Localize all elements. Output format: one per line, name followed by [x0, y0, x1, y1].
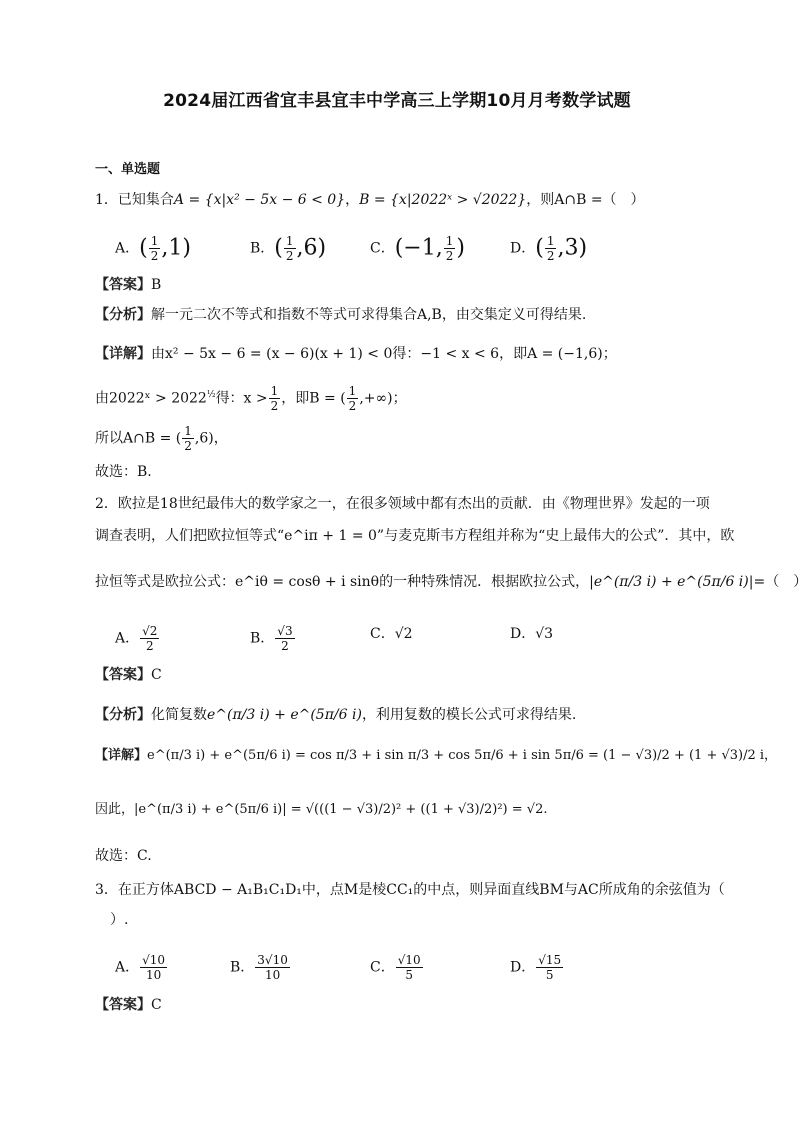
detail-text: ，即B = ( — [281, 390, 346, 407]
q2-analysis — [95, 705, 576, 725]
option-fraction — [140, 953, 167, 982]
q3-option-c[interactable] — [370, 953, 424, 982]
option-text: √2 — [394, 626, 413, 642]
frac-den: 2 — [145, 639, 154, 653]
frac-den: 2 — [150, 249, 159, 263]
option-paren: ,6) — [296, 235, 327, 261]
q1-set-b: B = {x|2022ˣ > √2022} — [359, 192, 527, 208]
frac-num: 1 — [285, 234, 294, 248]
q1-detail-1 — [95, 344, 617, 364]
detail-exponent: ½ — [206, 389, 216, 400]
q1-detail-2 — [95, 384, 407, 413]
answer-label: 【答案】 — [95, 277, 151, 293]
q2-stem-1: 2．欧拉是18世纪最伟大的数学家之一，在很多领域中都有杰出的贡献．由《物理世界》发起的一项 — [95, 496, 710, 512]
detail-text: ,+∞)； — [359, 390, 407, 407]
frac-num: 1 — [445, 234, 454, 248]
q1-options — [115, 234, 735, 263]
analysis-text: 化简复数 — [151, 707, 207, 723]
stem-expression: |e^(π/3 i) + e^(5π/6 i)| — [589, 574, 754, 590]
option-fraction — [536, 953, 563, 982]
analysis-expression: e^(π/3 i) + e^(5π/6 i) — [207, 707, 362, 723]
q2-detail-2: 因此，|e^(π/3 i) + e^(5π/6 i)| = √(((1 − √3)/2)² + ((1 + √3)/2)²) = √2. — [95, 802, 548, 817]
q1-stem-suffix: ，则A∩B =（ ） — [526, 192, 645, 208]
option-letter: C． — [370, 626, 395, 642]
option-letter: A． — [115, 240, 140, 257]
detail-text: ,6)， — [194, 430, 228, 447]
q2-option-a[interactable] — [115, 624, 160, 653]
answer-label: 【答案】 — [95, 997, 151, 1013]
q1-analysis — [95, 305, 586, 325]
frac-num: 1 — [546, 234, 555, 248]
frac-den: 2 — [546, 249, 555, 263]
detail-text: 由x² − 5x − 6 = (x − 6)(x + 1) < 0得：−1 < x < 6，即A = (−1,6)； — [151, 346, 617, 362]
option-paren: ( — [274, 235, 283, 261]
q2-options — [115, 624, 735, 653]
option-letter: B． — [230, 959, 255, 976]
frac-den: 2 — [281, 639, 289, 653]
half-fraction — [182, 424, 194, 453]
frac-num: √15 — [538, 953, 562, 967]
page-title: 2024届江西省宜丰县宜丰中学高三上学期10月月考数学试题 — [163, 91, 631, 111]
q2-conclusion: 故选：C. — [95, 848, 152, 864]
q3-stem-1: 3．在正方体ABCD − A₁B₁C₁D₁中，点M是棱CC₁的中点，则异面直线BM与AC所成角的余弦值为（ — [95, 882, 725, 898]
frac-num: 1 — [150, 234, 159, 248]
option-letter: A． — [115, 959, 140, 976]
section-heading: 一、单选题 — [95, 162, 161, 177]
q1-detail-3 — [95, 424, 228, 453]
option-letter: D． — [510, 240, 536, 257]
q1-option-c[interactable] — [370, 234, 465, 263]
frac-num: 1 — [184, 424, 192, 438]
half-fraction — [347, 384, 359, 413]
option-paren: ( — [535, 235, 544, 261]
q1-answer — [95, 275, 161, 295]
option-letter: B． — [250, 240, 275, 257]
detail-text: 由2022ˣ > 2022 — [95, 390, 207, 407]
option-fraction — [396, 953, 423, 982]
analysis-text: ，利用复数的模长公式可求得结果. — [361, 707, 577, 723]
option-text: √3 — [535, 626, 554, 642]
answer-value: C — [151, 667, 162, 683]
option-fraction — [149, 234, 161, 263]
option-letter: A． — [115, 630, 140, 647]
q1-option-b[interactable] — [250, 234, 326, 263]
q2-stem-2: 调查表明，人们把欧拉恒等式“e^iπ + 1 = 0”与麦克斯韦方程组并称为“史上最伟大的公式”．其中，欧 — [95, 528, 735, 544]
q2-option-d[interactable] — [510, 624, 553, 644]
frac-den: 2 — [348, 399, 357, 413]
option-fraction — [275, 624, 294, 653]
frac-den: 5 — [405, 968, 413, 982]
frac-num: 3√10 — [257, 953, 288, 967]
analysis-label: 【分析】 — [95, 307, 151, 323]
option-letter: B． — [250, 630, 275, 647]
q2-option-b[interactable] — [250, 624, 296, 653]
stem-text: =（ ） — [753, 574, 807, 590]
q2-answer — [95, 665, 162, 685]
option-fraction — [444, 234, 456, 263]
q3-options — [115, 953, 735, 983]
frac-den: 2 — [270, 399, 279, 413]
analysis-label: 【分析】 — [95, 707, 151, 723]
analysis-text: 解一元二次不等式和指数不等式可求得集合A,B，由交集定义可得结果. — [151, 307, 587, 323]
q2-detail-1 — [95, 746, 777, 766]
frac-num: √3 — [277, 624, 293, 638]
option-letter: D． — [510, 959, 536, 976]
q1-set-a: A = {x|x² − 5x − 6 < 0} — [173, 192, 346, 208]
option-letter: D． — [510, 626, 536, 642]
option-letter: C． — [370, 959, 395, 976]
q1-conclusion: 故选：B. — [95, 464, 152, 480]
frac-den: 2 — [184, 439, 192, 453]
frac-den: 2 — [445, 249, 454, 263]
answer-label: 【答案】 — [95, 667, 151, 683]
q1-stem — [95, 190, 645, 210]
answer-value: C — [151, 997, 162, 1013]
detail-text: e^(π/3 i) + e^(5π/6 i) = cos π/3 + i sin π/3 + cos 5π/6 + i sin 5π/6 = (1 − √3)/2 + (1 + √3)/2 i， — [147, 748, 778, 763]
option-letter: C． — [370, 240, 395, 257]
q2-option-c[interactable] — [370, 624, 413, 644]
option-fraction — [545, 234, 557, 263]
frac-num: √10 — [397, 953, 421, 967]
frac-den: 5 — [545, 968, 554, 982]
option-paren: ,3) — [557, 235, 588, 261]
q3-option-a[interactable] — [115, 953, 168, 982]
detail-label: 【详解】 — [95, 346, 151, 362]
q3-stem-2: ）. — [110, 912, 129, 928]
frac-num: 1 — [348, 384, 357, 398]
frac-den: 10 — [145, 968, 162, 982]
stem-text: 拉恒等式是欧拉公式：e^iθ = cosθ + i sinθ的一种特殊情况．根据欧拉公式， — [95, 574, 590, 590]
detail-text: 得：x > — [215, 390, 268, 407]
frac-den: 10 — [264, 968, 281, 982]
option-fraction — [255, 953, 290, 982]
option-paren: (−1, — [394, 235, 443, 261]
option-fraction — [140, 624, 159, 653]
q3-option-b[interactable] — [230, 953, 291, 982]
q1-option-d[interactable] — [510, 234, 587, 263]
frac-num: 1 — [270, 384, 279, 398]
answer-value: B — [151, 277, 162, 293]
q1-sep: ， — [345, 192, 360, 208]
q3-answer — [95, 995, 162, 1015]
q3-option-d[interactable] — [510, 953, 564, 982]
option-paren: ) — [456, 235, 465, 261]
half-fraction — [269, 384, 281, 413]
q2-stem-3 — [95, 572, 807, 592]
option-paren: ( — [139, 235, 148, 261]
detail-label: 【详解】 — [95, 748, 148, 763]
option-paren: ,1) — [161, 235, 191, 261]
detail-text: 所以A∩B = ( — [95, 430, 182, 447]
frac-num: √10 — [142, 953, 166, 967]
option-fraction — [284, 234, 296, 263]
q1-stem-prefix: 1．已知集合 — [95, 192, 174, 208]
q1-option-a[interactable] — [115, 234, 191, 263]
frac-num: √2 — [142, 624, 158, 638]
frac-den: 2 — [285, 249, 294, 263]
